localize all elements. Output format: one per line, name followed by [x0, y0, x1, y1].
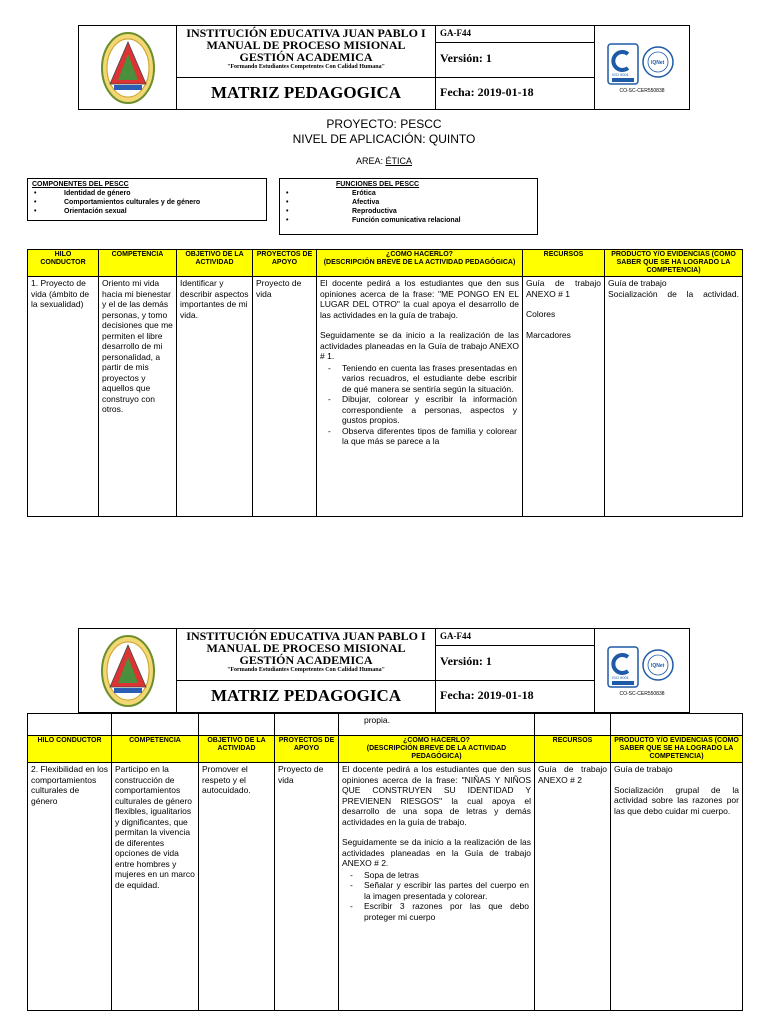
activity-item: - Escribir 3 razones por las que debo proteger mi cuerpo	[342, 901, 531, 922]
page-header-1	[78, 25, 690, 110]
competencia-cell: Participo en la construcción de comportamientos culturales de género flexibles, igualitarios y dignificantes, que permitan la vivencia de diferentes opciones de vida entre hombres y mujeres en un marco de equidad.	[112, 763, 199, 1011]
recursos-cell: Guía de trabajo ANEXO # 2	[535, 763, 611, 1011]
funcion-item: • Función comunicativa relacional	[284, 216, 533, 225]
funciones-box	[279, 178, 538, 235]
certification-cell	[595, 26, 689, 109]
matrix-table-1	[27, 249, 743, 517]
institution-name: INSTITUCIÓN EDUCATIVA JUAN PABLO I	[186, 26, 426, 40]
activity-item: - Señalar y escribir las partes del cuerpo en la imagen presentada y colorear.	[342, 880, 531, 901]
school-crest-icon	[100, 30, 156, 106]
page-header-2	[78, 628, 690, 713]
col-recursos: RECURSOS	[523, 250, 605, 277]
col-como: ¿COMO HACERLO? (DESCRIPCIÓN BREVE DE LA ACTIVIDAD PEDAGÓGICA)	[317, 250, 523, 277]
col-hilo: HILO CONDUCTOR	[28, 736, 112, 763]
certification-logos-icon	[606, 42, 678, 86]
area-label: AREA:	[355, 156, 383, 166]
componente-item: • Comportamientos culturales y de género	[32, 198, 262, 207]
table-header-row	[28, 736, 743, 763]
document-code: GA-F44	[436, 629, 594, 646]
header-version-cell	[436, 26, 595, 109]
col-producto: PRODUCTO Y/O EVIDENCIAS (COMO SABER QUE SE HA LOGRADO LA COMPETENCIA)	[611, 736, 743, 763]
certification-code: CO-SC-CER550838	[619, 690, 665, 697]
col-competencia: COMPETENCIA	[112, 736, 199, 763]
svg-text:ISO 9001: ISO 9001	[612, 674, 629, 680]
area-title	[0, 156, 768, 166]
matrix-table-2	[27, 713, 743, 1011]
svg-text:ISO 9001: ISO 9001	[612, 71, 629, 77]
col-objetivo: OBJETIVO DE LA ACTIVIDAD	[177, 250, 253, 277]
slogan: "Formando Estudiantes Competentes Con Calidad Humana"	[227, 667, 385, 673]
gestion-name: GESTIÓN ACADEMICA	[239, 50, 373, 64]
area-value: ÉTICA	[385, 156, 413, 166]
recursos-cell: Guía de trabajo ANEXO # 1 Colores Marcadores	[523, 277, 605, 517]
activity-item: - Teniendo en cuenta las frases presentadas en varios recuadros, el estudiante debe escribir de qué manera se sentiría según la situación.	[320, 363, 519, 395]
manual-name: MANUAL DE PROCESO MISIONAL	[206, 641, 406, 655]
table-row	[28, 277, 743, 517]
producto-cell: Guía de trabajo Socialización de la actividad.	[605, 277, 743, 517]
col-hilo: HILO CONDUCTOR	[28, 250, 99, 277]
col-proyectos: PROYECTOS DE APOYO	[253, 250, 317, 277]
certification-logos-icon	[606, 645, 678, 689]
funcion-item: • Reproductiva	[284, 207, 533, 216]
objetivo-cell: Identificar y describir aspectos importantes de mi vida.	[177, 277, 253, 517]
table-row	[28, 763, 743, 1011]
como-cell: El docente pedirá a los estudiantes que den sus opiniones acerca de la frase: "ME PONGO EN EL LUGAR DEL OTRO" la cual apoya el desarrollo de las actividades en la guía de trabajo. Seguidamente se da inicio a la realización de las actividades planeadas en la Guía de trabajo ANEXO # 1. - Teniendo en cuenta las frases presentadas en varios recuadros, el estudiante debe escribir de qué manera se sentiría según la situación. - Dibujar, colorear y escribir la información correspondiente a personas, aspectos y gustos propios. - Observa diferentes tipos de familia y colorear la que más se parece a la	[317, 277, 523, 517]
school-logo-cell	[79, 629, 177, 712]
header-title-cell	[177, 26, 436, 109]
header-title-cell	[177, 629, 436, 712]
document-date: Fecha: 2019-01-18	[440, 688, 534, 702]
activity-item: - Dibujar, colorear y escribir la información correspondiente a personas, aspectos y gustos propios.	[320, 394, 519, 426]
continuation-row	[28, 714, 743, 736]
col-competencia: COMPETENCIA	[99, 250, 177, 277]
svg-text:IQNet: IQNet	[651, 662, 665, 669]
header-version-cell	[436, 629, 595, 712]
document-version: Versión: 1	[436, 43, 594, 78]
matriz-title: MATRIZ PEDAGOGICA	[211, 686, 401, 705]
activity-item: - Sopa de letras	[342, 870, 531, 881]
col-objetivo: OBJETIVO DE LA ACTIVIDAD	[199, 736, 275, 763]
gestion-name: GESTIÓN ACADEMICA	[239, 653, 373, 667]
document-code: GA-F44	[436, 26, 594, 43]
hilo-cell: 2. Flexibilidad en los comportamientos culturales de género	[28, 763, 112, 1011]
school-logo-cell	[79, 26, 177, 109]
funciones-title: FUNCIONES DEL PESCC	[336, 181, 420, 188]
funcion-item: • Erótica	[284, 189, 533, 198]
proyectos-cell: Proyecto de vida	[253, 277, 317, 517]
matriz-title: MATRIZ PEDAGOGICA	[211, 83, 401, 102]
level-title: NIVEL DE APLICACIÓN: QUINTO	[292, 132, 476, 146]
col-proyectos: PROYECTOS DE APOYO	[275, 736, 339, 763]
funcion-item: • Afectiva	[284, 198, 533, 207]
como-cell: El docente pedirá a los estudiantes que den sus opiniones acerca de la frase: "NIÑAS Y NIÑOS QUE CONSTRUYEN SU IDENTIDAD Y PREVIENEN RIESGOS" la cual apoya el desarrollo de una sopa de letras y demás actividades en la guía de trabajo. Seguidamente se da inicio a la realización de las actividades planeadas en la Guía de trabajo ANEXO # 2. - Sopa de letras - Señalar y escribir las partes del cuerpo en la imagen presentada y colorear. - Escribir 3 razones por las que debo proteger mi cuerpo	[339, 763, 535, 1011]
componentes-box	[27, 178, 267, 221]
school-crest-icon	[100, 633, 156, 709]
componentes-title: COMPONENTES DEL PESCC	[32, 181, 129, 188]
certification-code: CO-SC-CER550838	[619, 87, 665, 94]
institution-name: INSTITUCIÓN EDUCATIVA JUAN PABLO I	[186, 629, 426, 643]
svg-text:IQNet: IQNet	[651, 59, 665, 66]
col-producto: PRODUCTO Y/O EVIDENCIAS (COMO SABER QUE SE HA LOGRADO LA COMPETENCIA)	[605, 250, 743, 277]
document-version: Versión: 1	[436, 646, 594, 681]
project-title: PROYECTO: PESCC	[326, 117, 442, 131]
col-como: ¿COMO HACERLO? (DESCRIPCIÓN BREVE DE LA ACTIVIDAD PEDAGÓGICA)	[339, 736, 535, 763]
activity-item: - Observa diferentes tipos de familia y colorear la que más se parece a la	[320, 426, 519, 447]
proyectos-cell: Proyecto de vida	[275, 763, 339, 1011]
manual-name: MANUAL DE PROCESO MISIONAL	[206, 38, 406, 52]
certification-cell	[595, 629, 689, 712]
componente-item: • Identidad de género	[32, 189, 262, 198]
componente-item: • Orientación sexual	[32, 207, 262, 216]
hilo-cell: 1. Proyecto de vida (ámbito de la sexualidad)	[28, 277, 99, 517]
competencia-cell: Oriento mi vida hacia mi bienestar y el de las demás personas, y tomo decisiones que me permiten el libre desarrollo de mi personalidad, a partir de mis proyectos y aquellos que construyo con otros.	[99, 277, 177, 517]
continuation-cell: propia.	[339, 714, 535, 736]
producto-cell: Guía de trabajo Socialización grupal de la actividad sobre las razones por las que debo cuidar mi cuerpo.	[611, 763, 743, 1011]
slogan: "Formando Estudiantes Competentes Con Calidad Humana"	[227, 64, 385, 70]
col-recursos: RECURSOS	[535, 736, 611, 763]
document-date: Fecha: 2019-01-18	[440, 85, 534, 99]
table-header-row	[28, 250, 743, 277]
objetivo-cell: Promover el respeto y el autocuidado.	[199, 763, 275, 1011]
